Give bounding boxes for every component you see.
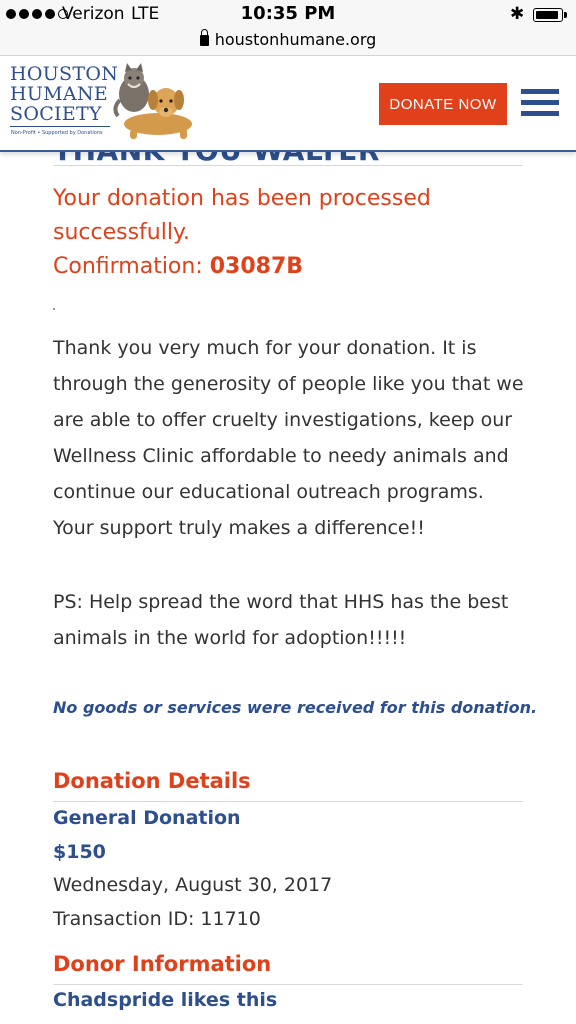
donor-name: Chadspride likes this	[53, 989, 278, 1011]
donation-date: Wednesday, August 30, 2017	[53, 874, 333, 896]
logo-wordmark	[10, 64, 118, 124]
confirmation-label: Confirmation:	[53, 254, 203, 279]
battery-icon	[533, 8, 563, 22]
carrier-name: Verizon	[62, 4, 125, 24]
network-type: LTE	[131, 4, 160, 24]
site-header	[0, 56, 576, 152]
houston-humane-society-logo[interactable]	[10, 64, 195, 144]
spacer-dot	[53, 308, 55, 310]
donor-information-title: Donor Information	[53, 952, 272, 976]
donation-amount: $150	[53, 841, 106, 863]
donation-details-divider	[53, 801, 523, 802]
logo-line-2: HUMANE	[10, 83, 109, 105]
bluetooth-icon: ✱	[510, 4, 525, 24]
donation-details-title: Donation Details	[53, 769, 251, 793]
browser-chrome	[0, 0, 576, 56]
logo-tagline: Non-Profit • Supported by Donations	[11, 130, 103, 136]
ps-paragraph: PS: Help spread the word that HHS has the best animals in the world for adoption!!!!!	[53, 591, 509, 649]
logo-line-3: SOCIETY	[10, 103, 102, 125]
status-bar	[0, 0, 576, 30]
transaction-id: Transaction ID: 11710	[53, 908, 261, 930]
lock-icon	[200, 35, 209, 46]
confirmation-line	[53, 250, 303, 284]
confirmation-code: 03087B	[209, 254, 304, 279]
clock: 10:35 PM	[240, 3, 336, 24]
no-goods-note: No goods or services were received for this donation.	[53, 698, 538, 717]
logo-line-1: HOUSTON	[10, 63, 119, 85]
hamburger-menu-icon[interactable]	[521, 89, 559, 117]
success-message: Your donation has been processed successfully.	[53, 186, 431, 245]
heading-divider	[53, 165, 523, 166]
url-text: houstonhumane.org	[214, 30, 377, 49]
thank-you-paragraph: Thank you very much for your donation. It is through the generosity of people like you that we are able to offer cruelty investigations, keep our Wellness Clinic affordable to needy animals and continue our educational outreach programs. Your support truly makes a difference!!	[53, 337, 524, 539]
main-content	[53, 152, 538, 1024]
donor-information-divider	[53, 984, 523, 985]
logo-underline	[10, 126, 110, 127]
address-bar[interactable]	[0, 30, 576, 52]
donate-now-button[interactable]: DONATE NOW	[379, 83, 507, 125]
cat-and-dog-icon	[106, 64, 196, 142]
donation-type: General Donation	[53, 807, 241, 829]
